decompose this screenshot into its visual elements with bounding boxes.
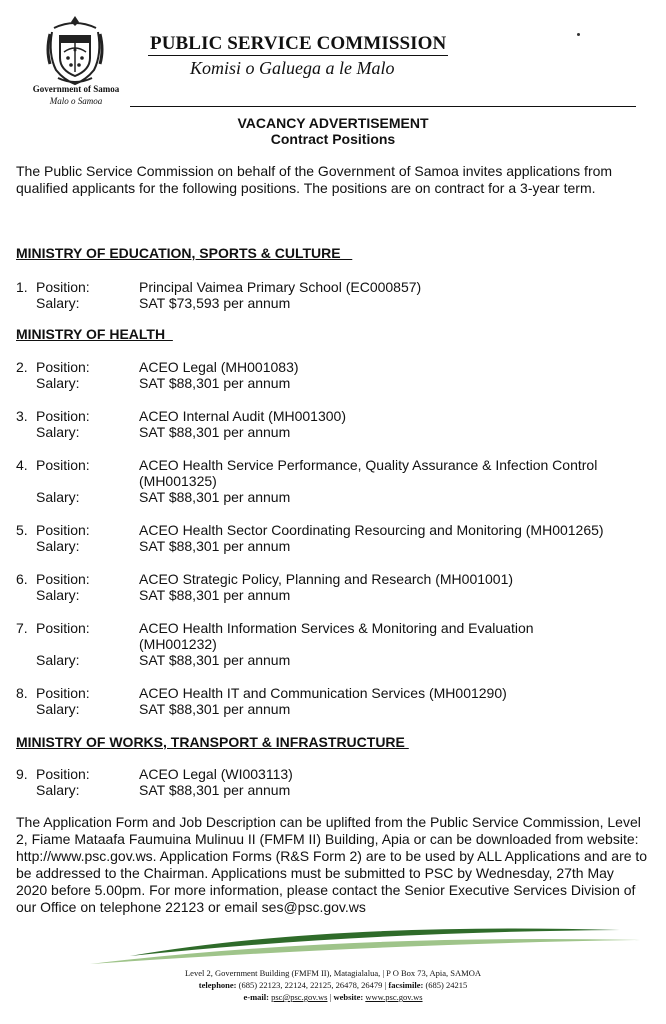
position-number: 7. [16,620,28,636]
position-title: ACEO Health Information Services & Monitoring and Evaluation [139,620,534,636]
position-entry [16,766,656,798]
salary-label: Salary: [36,782,80,798]
salary-value: SAT $88,301 per annum [139,538,291,554]
email-link[interactable]: psc@psc.gov.ws [271,992,328,1002]
position-entry [16,685,656,717]
salary-label: Salary: [36,295,80,311]
position-number: 6. [16,571,28,587]
telephone-numbers: (685) 22123, 22124, 22125, 26478, 26479 | [236,980,389,990]
government-motto: Malo o Samoa [49,96,103,106]
position-entry [16,457,656,505]
closing-paragraph: The Application Form and Job Description can be uplifted from the Public Service Commission, Level 2, Fiame Mataafa Faumuina Mulinuu II (FMFM II) Building, Apia or can be downloaded from website: http://www.psc.gov.ws. Application Forms (R&S Form 2) are to be used by ALL Applications and are to be addressed to the Chairman. Applications must be submitted to PSC by Wednesday, 27th May 2020 before 5.00pm. For more information, please contact the Senior Executive Services Division of our Office on telephone 22123 or email ses@psc.gov.ws [16,814,648,915]
website-link[interactable]: www.psc.gov.ws [365,992,423,1002]
position-title: ACEO Health Service Performance, Quality Assurance & Infection Control [139,457,598,473]
position-title: ACEO Health IT and Communication Services (MH001290) [139,685,507,701]
salary-label: Salary: [36,701,80,717]
position-number: 4. [16,457,28,473]
position-label: Position: [36,685,90,701]
salary-label: Salary: [36,587,80,603]
salary-label: Salary: [36,538,80,554]
salary-value: SAT $73,593 per annum [139,295,291,311]
position-label: Position: [36,766,90,782]
decorative-dot [577,33,580,36]
website-label: website: [333,992,364,1002]
salary-value: SAT $88,301 per annum [139,652,291,668]
title-underline [148,55,448,56]
salary-value: SAT $88,301 per annum [139,489,291,505]
position-entry [16,522,656,554]
position-entry [16,571,656,603]
position-title: ACEO Health Sector Coordinating Resourcing and Monitoring (MH001265) [139,522,604,538]
salary-label: Salary: [36,424,80,440]
salary-value: SAT $88,301 per annum [139,424,291,440]
ministry-heading-works: MINISTRY OF WORKS, TRANSPORT & INFRASTRUCTURE [16,734,409,750]
email-label: e-mail: [243,992,269,1002]
position-label: Position: [36,457,90,473]
salary-label: Salary: [36,489,80,505]
position-title: ACEO Legal (WI003113) [139,766,293,782]
position-label: Position: [36,279,90,295]
footer-phone-line [0,980,666,990]
org-title: PUBLIC SERVICE COMMISSION [150,33,447,54]
position-entry [16,408,656,440]
salary-value: SAT $88,301 per annum [139,587,291,603]
advert-title: VACANCY ADVERTISEMENT [237,115,429,131]
position-label: Position: [36,571,90,587]
position-number: 8. [16,685,28,701]
position-title: ACEO Legal (MH001083) [139,359,299,375]
position-title: Principal Vaimea Primary School (EC000857) [139,279,422,295]
org-subtitle: Komisi o Galuega a le Malo [190,58,395,78]
salary-label: Salary: [36,652,80,668]
advert-subtitle: Contract Positions [270,131,396,147]
position-entry [16,359,656,391]
position-label: Position: [36,522,90,538]
position-number: 9. [16,766,28,782]
facsimile-label: facsimile: [388,980,424,990]
position-title-continued: (MH001325) [139,473,217,489]
footer-address: Level 2, Government Building (FMFM II), Matagialalua, | P O Box 73, Apia, SAMOA [184,968,482,978]
salary-value: SAT $88,301 per annum [139,375,291,391]
intro-paragraph: The Public Service Commission on behalf of the Government of Samoa invites applications from qualified applicants for the following positions. The positions are on contract for a 3-year term. [16,163,613,196]
samoa-coat-of-arms-icon [44,14,106,86]
telephone-label: telephone: [198,980,237,990]
green-swoosh-decoration [0,920,666,970]
position-label: Position: [36,620,90,636]
footer-contact-line [0,992,666,1002]
ministry-heading-education: MINISTRY OF EDUCATION, SPORTS & CULTURE [16,245,353,261]
salary-value: SAT $88,301 per annum [139,701,291,717]
position-label: Position: [36,408,90,424]
salary-label: Salary: [36,375,80,391]
position-title: ACEO Internal Audit (MH001300) [139,408,346,424]
position-number: 3. [16,408,28,424]
position-entry [16,620,656,668]
position-title: ACEO Strategic Policy, Planning and Research (MH001001) [139,571,514,587]
position-label: Position: [36,359,90,375]
position-number: 1. [16,279,28,295]
position-number: 2. [16,359,28,375]
footer-separator: | [327,992,334,1002]
position-entry [16,279,656,311]
ministry-heading-health: MINISTRY OF HEALTH [16,326,173,342]
header-divider [130,106,636,107]
position-title-continued: (MH001232) [139,636,217,652]
position-number: 5. [16,522,28,538]
government-name: Government of Samoa [32,84,120,94]
salary-value: SAT $88,301 per annum [139,782,291,798]
facsimile-number: (685) 24215 [423,980,468,990]
